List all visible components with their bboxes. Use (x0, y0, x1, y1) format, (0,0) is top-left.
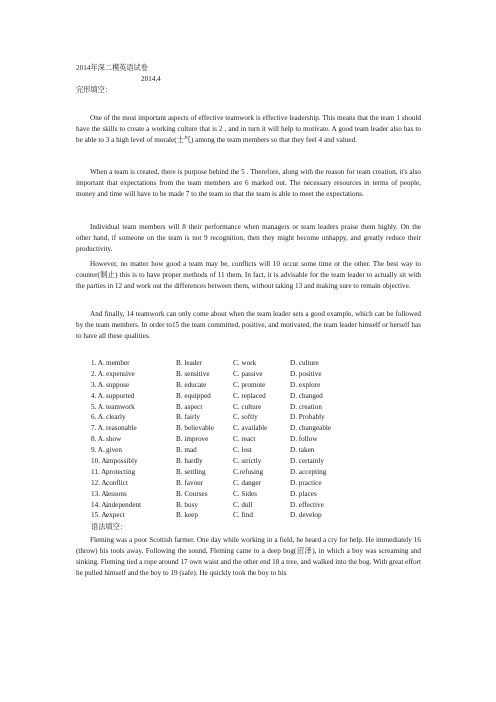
document-title: 2014年深二模英语试卷 (76, 64, 148, 72)
option-a: given (106, 446, 122, 455)
option-row (91, 369, 411, 380)
option-row (91, 478, 411, 489)
option-a: reasonable (106, 424, 137, 433)
option-b: B. keep (176, 511, 198, 520)
cloze-paragraph-2: When a team is created, there is purpose behind the 5 . Therefore, along with the reason for team creation, it's also important that expectations from the team members are 6 marked out. The necessary resources in terms of people, money and time will have to be made 7 to the team so that the team is able to meet the expectations. (76, 168, 421, 198)
option-a: protecting (106, 467, 136, 476)
option-a: teamwork (106, 402, 135, 411)
option-a: independent (106, 500, 142, 509)
option-c: C. react (233, 435, 256, 444)
option-row (91, 500, 411, 511)
question-number: 10. A. (91, 457, 109, 466)
option-row (91, 489, 411, 500)
option-a: lessons (106, 489, 127, 498)
option-c: C.refusing (233, 467, 264, 476)
option-d: D. effective (290, 500, 324, 509)
option-a: suppose (106, 380, 130, 389)
options-list (91, 358, 411, 521)
option-a: supported (106, 391, 135, 400)
option-b: B. improve (176, 435, 209, 444)
option-c: C. lost (233, 446, 252, 455)
option-b: B. mad (176, 446, 197, 455)
question-number: 9. A. (91, 446, 105, 455)
option-a: expensive (106, 369, 135, 378)
option-d: D. creation (290, 402, 322, 411)
option-a: conflict (106, 478, 128, 487)
option-row (91, 412, 411, 423)
question-number: 13. A. (91, 489, 109, 498)
option-d: D. practice (290, 478, 322, 487)
option-a: impossibly (106, 457, 138, 466)
cloze-paragraph-3: Individual team members will 8 their performance when managers or team leaders praise them highly. On the other hand, if someone on the team is not 9 recognition, then they might become unhappy, and greatly reduce their productivity. (76, 223, 421, 253)
option-d: D. certainly (290, 457, 324, 466)
option-c: C. dull (233, 500, 253, 509)
option-d: D. changeable (290, 424, 332, 433)
option-c: C. passive (233, 369, 263, 378)
option-d: D. taken (290, 446, 315, 455)
option-row (91, 358, 411, 369)
option-b: B. believable (176, 424, 214, 433)
option-d: D. develop (290, 511, 322, 520)
option-d: D. places (290, 489, 317, 498)
option-b: B. favour (176, 478, 204, 487)
question-number: 14. A. (91, 500, 109, 509)
option-b: B. busy (176, 500, 198, 509)
option-c: C. replaced (233, 391, 266, 400)
option-a: show (106, 435, 122, 444)
option-c: C. softly (233, 413, 258, 422)
option-a: member (106, 359, 130, 367)
option-d: D. Probably (290, 413, 325, 422)
option-row (91, 391, 411, 402)
option-b: B. fairly (176, 413, 200, 422)
option-b: B. sensitive (176, 369, 210, 378)
grammar-paragraph-1: Fleming was a poor Scottish farmer. One day while working in a field, he heard a cry for help. He immediately 16 (throw) his tools away. Following the sound, Fleming came to a deep bog(沼泽), in which a boy was screaming and sinking. Fleming tied a rope around 17 own waist and the other end 18 a tree, and walked into the bog. With great effort he pulled himself and the boy to 19 (safe). He quickly took the boy to his (76, 536, 421, 577)
option-b: B. Courses (176, 489, 208, 498)
option-b: B. leader (176, 359, 202, 367)
option-b: B. settling (176, 467, 206, 476)
option-row (91, 456, 411, 467)
option-row (91, 445, 411, 456)
option-c: C. Sides (233, 489, 257, 498)
option-d: D. accepting (290, 467, 327, 476)
question-number: 6. A. (91, 413, 105, 422)
option-b: B. equipped (176, 391, 211, 400)
option-d: D. explore (290, 380, 321, 389)
question-number: 8. A. (91, 435, 105, 444)
cloze-paragraph-1: One of the most important aspects of effective teamwork is effective leadership. This means that the team 1 should have the skills to create a working culture that is 2 , and in turn it will help to motivate. A good team leader also has to be able to 3 a high level of morale(士气) among the team members so that they feel 4 and valued. (76, 114, 421, 144)
option-c: C. promote (233, 380, 266, 389)
option-row (91, 380, 411, 391)
option-row (91, 402, 411, 413)
option-d: D. follow (290, 435, 318, 444)
option-c: C. culture (233, 402, 262, 411)
option-c: C. strictly (233, 457, 262, 466)
option-d: D. positive (290, 369, 322, 378)
option-row (91, 467, 411, 478)
question-number: 5. A. (91, 402, 105, 411)
question-number: 11. A. (91, 467, 109, 476)
option-b: B. aspect (176, 402, 203, 411)
option-row (91, 423, 411, 434)
document-date: 2014.4 (141, 75, 161, 83)
question-number: 1. A. (91, 359, 105, 367)
option-b: B. educate (176, 380, 207, 389)
option-b: B. hardly (176, 457, 203, 466)
option-c: C. find (233, 511, 253, 520)
question-number: 7. A. (91, 424, 105, 433)
option-c: C. danger (233, 478, 261, 487)
option-d: D. changed (290, 391, 323, 400)
option-d: D. culture (290, 359, 319, 367)
option-row (91, 434, 411, 445)
option-a: expect (106, 511, 125, 520)
option-row (91, 510, 411, 521)
cloze-paragraph-5: And finally, 14 teamwork can only come about when the team leader sets a good example, which can be followed by the team members. In order to15 the team committed, positive, and motivated, the team leader himself or herself has to have all these qualities. (76, 310, 421, 340)
option-c: C. work (233, 359, 257, 367)
grammar-section-heading: 语法填空： (91, 523, 127, 531)
question-number: 2. A. (91, 369, 105, 378)
option-a: clearly (106, 413, 126, 422)
question-number: 15. A. (91, 511, 109, 520)
question-number: 4. A. (91, 391, 105, 400)
cloze-section-heading: 完形填空： (76, 86, 112, 94)
cloze-paragraph-4: However, no matter how good a team may be, conflicts will 10 occur some time or the other. The best way to counter(制止) this is to have proper methods of 11 them. In fact, it is advisable for the team leader to actually sit with the parties in 12 and work out the differences between them, without taking 13 and making sure to remain objective. (76, 260, 421, 290)
question-number: 12. A. (91, 478, 109, 487)
question-number: 3. A. (91, 380, 105, 389)
option-c: C. available (233, 424, 268, 433)
